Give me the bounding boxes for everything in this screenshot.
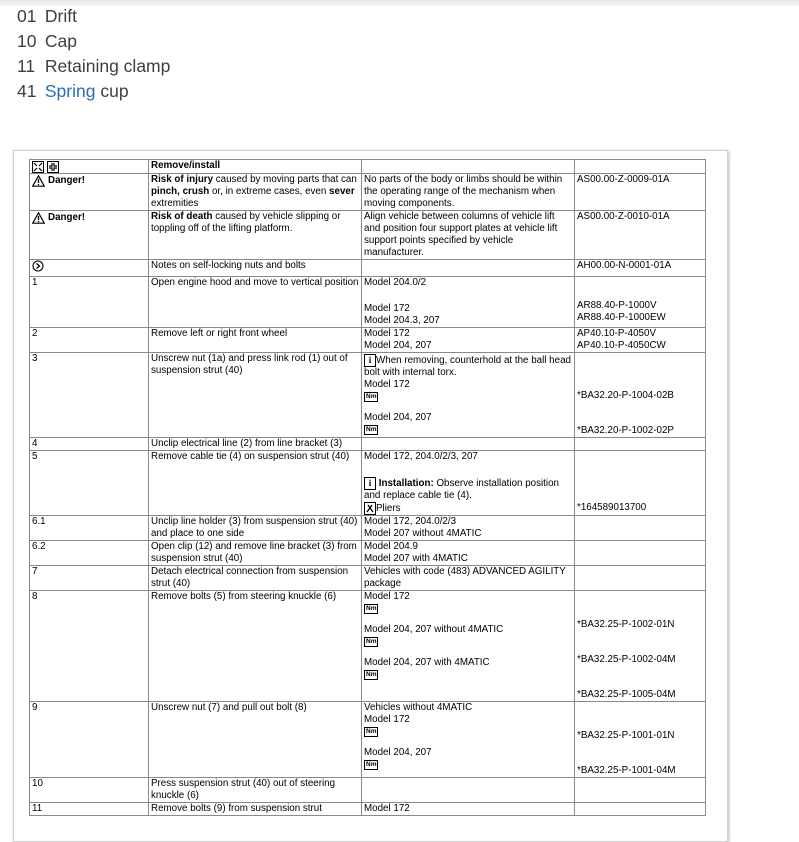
reference-code[interactable]: *BA32.20-P-1004-02B — [577, 390, 674, 401]
model-text: Model 204, 207 without 4MATIC — [364, 624, 504, 636]
torque-icon[interactable]: Nm — [366, 392, 377, 400]
table-row — [30, 353, 706, 438]
risk-title: Risk of injury — [151, 174, 214, 185]
model-text: Model 172 — [364, 591, 410, 603]
risk-text: caused by moving parts that can — [213, 174, 357, 185]
step-number: 2 — [30, 328, 149, 353]
model-text: Model 172 — [364, 714, 410, 726]
danger-label: Danger! — [48, 175, 86, 186]
danger-label: Danger! — [48, 212, 86, 223]
part-name: Drift — [44, 6, 77, 26]
table-row — [30, 260, 706, 277]
part-name: Retaining clamp — [44, 56, 171, 76]
step-number: 7 — [30, 566, 149, 591]
step-text: Open clip (12) and remove line bracket (3) from suspension strut (40) — [149, 541, 362, 566]
tool-name: Pliers — [376, 503, 401, 515]
risk-emphasis: sever — [329, 186, 355, 197]
model-text: Vehicles with code (483) ADVANCED AGILITY package — [362, 566, 575, 591]
spring-link[interactable]: Spring — [44, 81, 96, 101]
step-text: Remove bolts (9) from suspension strut — [149, 803, 362, 816]
torque-icon[interactable]: Nm — [366, 604, 377, 612]
model-text: Model 204, 207 with 4MATIC — [364, 657, 490, 669]
model-text: Model 204.0/2 — [364, 277, 427, 288]
collapse-icon[interactable] — [47, 161, 59, 173]
part-name: Cap — [44, 31, 77, 51]
reference-code[interactable]: AS00.00-Z-0009-01A — [575, 174, 706, 211]
reference-code[interactable]: AR88.40-P-1000EW — [577, 312, 666, 323]
risk-title: Risk of death — [151, 211, 213, 222]
model-text: Model 172 — [362, 803, 575, 816]
table-header-row — [30, 160, 706, 174]
reference-code[interactable]: *BA32.25-P-1005-04M — [577, 689, 676, 701]
warning-triangle-icon — [32, 212, 45, 224]
step-number: 10 — [30, 778, 149, 803]
table-title: Remove/install — [149, 160, 362, 174]
torque-icon[interactable]: Nm — [366, 727, 377, 735]
info-icon: i — [364, 477, 376, 490]
notes-text: Notes on self-locking nuts and bolts — [149, 260, 362, 277]
part-number: 10 — [17, 31, 37, 51]
step-number: 6.1 — [30, 516, 149, 541]
part-number: 01 — [17, 6, 37, 26]
step-text: Unscrew nut (1a) and press link rod (1) out of suspension strut (40) — [149, 353, 362, 438]
model-text: Model 207 with 4MATIC — [364, 553, 468, 565]
step-number: 6.2 — [30, 541, 149, 566]
torque-icon[interactable]: Nm — [366, 425, 377, 433]
safety-measure: Align vehicle between columns of vehicle lift and position four support plates at vehicle lift support points specified by vehicle manufacturer. — [362, 211, 575, 260]
table-row — [30, 438, 706, 451]
parts-list-item — [17, 4, 170, 29]
reference-code[interactable]: AS00.00-Z-0010-01A — [575, 211, 706, 260]
risk-text: or, in extreme cases, even — [209, 186, 330, 197]
reference-code[interactable]: *BA32.25-P-1001-04M — [577, 765, 676, 777]
reference-code[interactable]: AP40.10-P-4050CW — [577, 340, 666, 351]
torque-icon[interactable]: Nm — [366, 637, 377, 645]
reference-code[interactable]: *BA32.20-P-1002-02P — [577, 425, 674, 436]
table-row — [30, 516, 706, 541]
model-text: Model 172 — [364, 303, 410, 314]
table-row — [30, 451, 706, 516]
reference-code[interactable]: AH00.00-N-0001-01A — [575, 260, 706, 277]
step-text: Remove left or right front wheel — [149, 328, 362, 353]
reference-code[interactable]: AP40.10-P-4050V — [577, 328, 656, 339]
part-name: cup — [95, 81, 129, 101]
model-text: Model 204, 207 — [364, 747, 432, 759]
model-text: Model 204, 207 — [364, 340, 432, 351]
model-text: Model 207 without 4MATIC — [364, 528, 482, 540]
model-text: Model 172, 204.0/2/3 — [364, 516, 457, 528]
reference-code[interactable]: *BA32.25-P-1002-01N — [577, 619, 675, 631]
tool-icon[interactable] — [364, 502, 376, 515]
torque-icon[interactable]: Nm — [366, 670, 377, 678]
info-text: When removing, counterhold at the ball head bolt with internal torx. — [364, 355, 571, 379]
step-text: Unclip electrical line (2) from line bracket (3) — [149, 438, 362, 451]
parts-list-item — [17, 79, 170, 104]
step-number: 4 — [30, 438, 149, 451]
step-text: Remove cable tie (4) on suspension strut (40) — [149, 451, 362, 516]
model-text: Model 172 — [364, 328, 410, 339]
table-row — [30, 591, 706, 702]
part-number: 41 — [17, 81, 37, 101]
info-text: Observe installation position and replace cable tie (4). — [364, 478, 559, 502]
info-icon: i — [364, 354, 376, 367]
table-row — [30, 211, 706, 260]
table-row — [30, 702, 706, 778]
step-number: 1 — [30, 277, 149, 328]
parts-list — [17, 4, 170, 104]
table-row — [30, 328, 706, 353]
risk-text: caused by vehicle slipping or toppling off of the lifting platform. — [151, 211, 341, 234]
table-row — [30, 277, 706, 328]
model-text: Vehicles without 4MATIC — [364, 702, 473, 714]
step-number: 8 — [30, 591, 149, 702]
step-text: Open engine hood and move to vertical position — [149, 277, 362, 328]
step-number: 5 — [30, 451, 149, 516]
reference-code[interactable]: *164589013700 — [577, 502, 647, 513]
step-text: Press suspension strut (40) out of steering knuckle (6) — [149, 778, 362, 803]
model-text: Model 172, 204.0/2/3, 207 — [364, 451, 478, 462]
step-text: Remove bolts (5) from steering knuckle (6) — [149, 591, 362, 702]
step-number: 9 — [30, 702, 149, 778]
safety-measure: No parts of the body or limbs should be within the operating range of the mechanism when moving components. — [362, 174, 575, 211]
info-label: Installation: — [378, 478, 434, 490]
torque-icon[interactable]: Nm — [366, 760, 377, 768]
reference-code[interactable]: *BA32.25-P-1001-01N — [577, 730, 675, 742]
model-text: Model 172 — [364, 379, 410, 391]
warning-triangle-icon — [32, 175, 45, 187]
table-row — [30, 566, 706, 591]
parts-list-item — [17, 29, 170, 54]
procedure-table — [29, 159, 706, 816]
table-row — [30, 803, 706, 816]
risk-text: extremities — [151, 198, 199, 209]
part-number: 11 — [17, 56, 36, 76]
model-text: Model 204.9 — [364, 541, 418, 553]
step-text: Unscrew nut (7) and pull out bolt (8) — [149, 702, 362, 778]
step-number: 3 — [30, 353, 149, 438]
table-row — [30, 778, 706, 803]
reference-code[interactable]: *BA32.25-P-1002-04M — [577, 654, 676, 666]
document-sheet — [13, 150, 728, 842]
reference-code[interactable]: AR88.40-P-1000V — [577, 300, 657, 311]
model-text: Model 204.3, 207 — [364, 315, 440, 326]
risk-emphasis: pinch, crush — [151, 186, 210, 197]
parts-list-item — [17, 54, 170, 79]
expand-icon[interactable] — [32, 161, 44, 173]
table-row — [30, 174, 706, 211]
step-number: 11 — [30, 803, 149, 816]
table-row — [30, 541, 706, 566]
step-text: Detach electrical connection from suspension strut (40) — [149, 566, 362, 591]
notes-icon — [32, 264, 44, 275]
model-text: Model 204, 207 — [364, 412, 432, 424]
step-text: Unclip line holder (3) from suspension strut (40) and place to one side — [149, 516, 362, 541]
